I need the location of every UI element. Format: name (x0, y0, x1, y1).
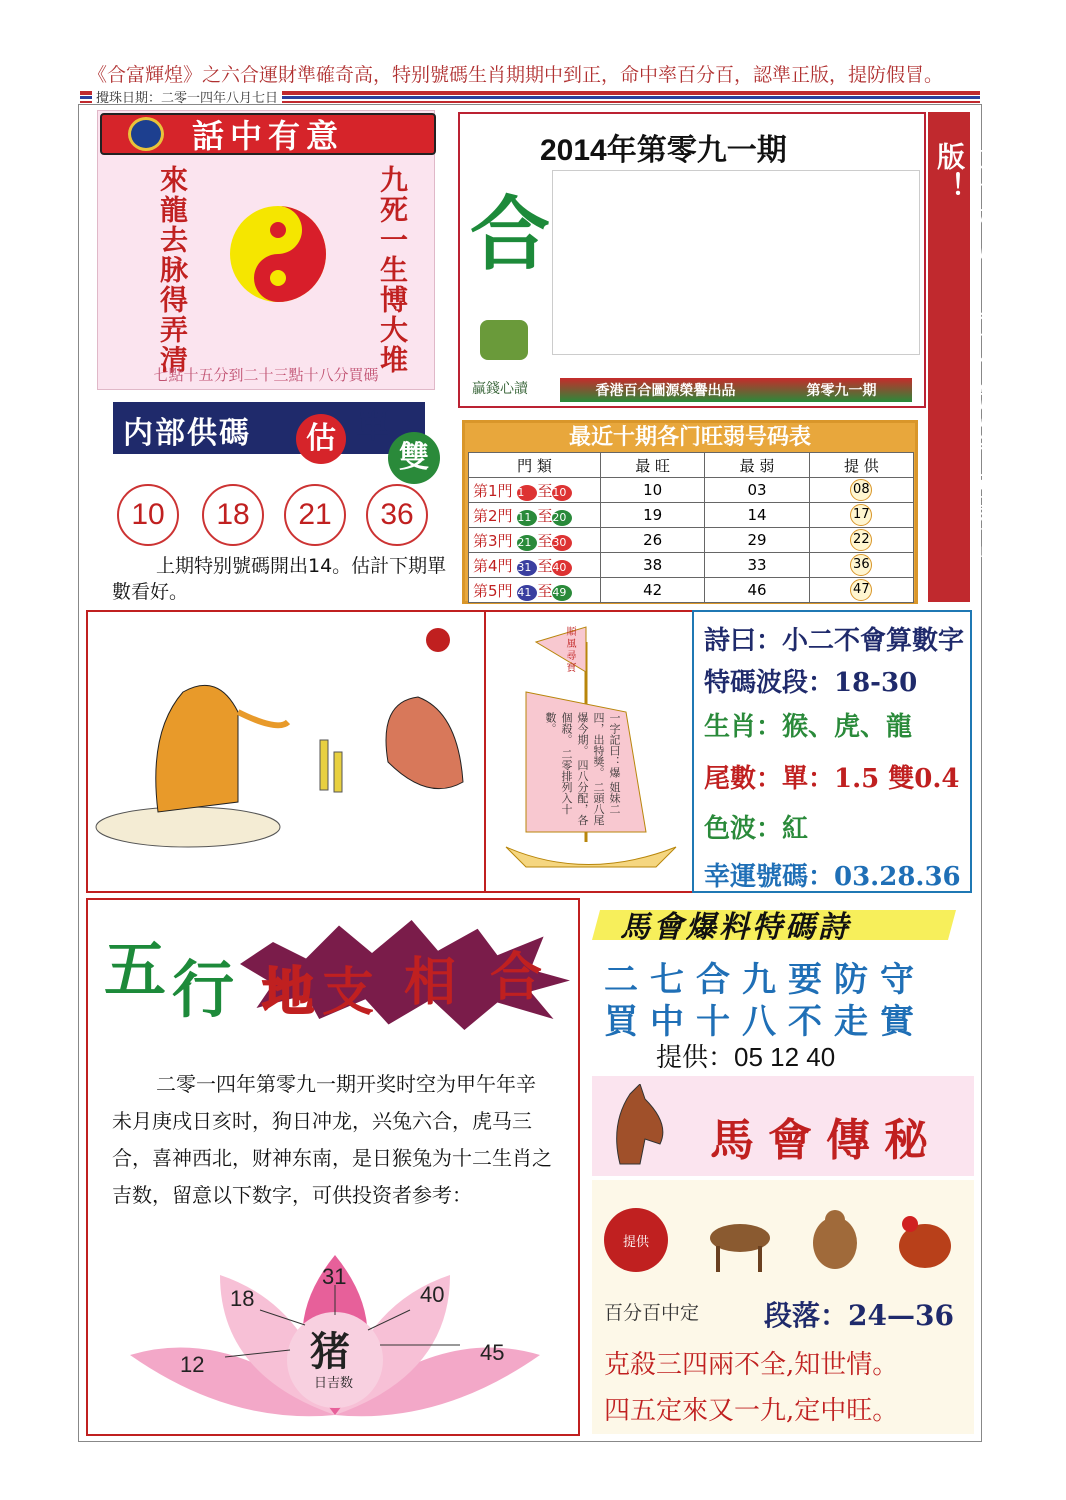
verse-line: 尾數：單：1.5 雙0.4 (704, 764, 960, 794)
issue-number: 第零九一期 (806, 383, 877, 399)
petal-number: 40 (420, 1282, 445, 1307)
verse-line: 生肖：猴、虎、龍 (704, 712, 913, 742)
range-end: 49 (552, 585, 572, 601)
sail-poem: 一字記曰：爆 姐妹二四，出特獎。 二頭八尾爆今期。 四八分配，各個殺。 二零排列入十數。 (544, 712, 621, 826)
cold-value: 33 (705, 553, 809, 578)
provide-value: 47 (850, 579, 872, 601)
cold-value: 14 (705, 503, 809, 528)
range-to: 至 (537, 531, 553, 550)
horse-icon (710, 1224, 770, 1272)
range-end: 20 (552, 510, 572, 526)
col-header: 最 弱 (705, 453, 809, 478)
range-start: 21 (517, 535, 537, 551)
range-start: 41 (517, 585, 537, 601)
seal-stamp (604, 1208, 668, 1272)
number-ball: 21 (284, 484, 346, 546)
cold-value: 03 (705, 478, 809, 503)
horse-poem-line: 買中十八不走實 (604, 1002, 926, 1042)
provide-value: 17 (850, 504, 872, 526)
provide-value: 08 (850, 479, 872, 501)
words-title: 話中有意 (100, 113, 436, 155)
sail-flag-text: 順風尋寶 (564, 626, 575, 674)
secret-line: 克殺三四兩不全,知世情。 (604, 1350, 899, 1380)
col-header: 提 供 (809, 453, 913, 478)
wuxing-char: 行 (172, 953, 235, 1026)
last-issue-note: 上期特别號碼開出14。估計下期單數看好。 (112, 555, 447, 603)
left-couplet: 來龍去脉得弄清 (156, 165, 189, 375)
wuxing-char: 合 (490, 947, 543, 1008)
horse-poem-title: 馬會爆料特碼詩 (620, 910, 851, 945)
col-header: 最 旺 (601, 453, 705, 478)
hot-value: 10 (601, 478, 705, 503)
center-sub: 日吉数 (314, 1376, 354, 1391)
verse-line: 幸運號碼：03.28.36 (704, 862, 961, 892)
range-end: 10 (552, 485, 572, 501)
gate-label: 第2門 (473, 506, 513, 525)
provide-value: 22 (850, 529, 872, 551)
double-badge: 雙 (388, 432, 440, 484)
verse-line: 色波：紅 (704, 814, 809, 844)
cold-value: 29 (705, 528, 809, 553)
rooster-icon (899, 1216, 951, 1268)
range-to: 至 (537, 481, 553, 500)
table-row (469, 528, 914, 553)
range-end: 30 (552, 535, 572, 551)
right-couplet: 九死一生博大堆 (376, 165, 409, 375)
gate-label: 第1門 (473, 481, 513, 500)
range-start: 11 (517, 510, 537, 526)
horse-head-icon (600, 1084, 672, 1170)
single-label: 單 (356, 406, 390, 446)
internal-title: 内部供碼 (113, 402, 425, 454)
wuxing-char: 相 (404, 952, 457, 1013)
monkey-icon (813, 1210, 857, 1269)
wuxing-char: 支 (322, 962, 375, 1023)
range-to: 至 (537, 556, 553, 575)
gate-label: 第3門 (473, 531, 513, 550)
draw-date: 攪珠日期：二零一四年八月七日 (92, 87, 282, 106)
buy-time-note: 七點十五分到二十三點十八分買碼 (153, 366, 379, 384)
range-to: 至 (537, 581, 553, 600)
sure-label: 百分百中定 (604, 1302, 700, 1324)
tiger-illustration (88, 612, 484, 891)
animal-icons (700, 1208, 970, 1278)
gate-label: 第4門 (473, 556, 513, 575)
table-row (469, 553, 914, 578)
header-tagline: 《合富輝煌》之六合運財準確奇高，特别號碼生肖期期中到正，命中率百分百，認準正版，提防假冒。 (88, 64, 944, 86)
hot-value: 19 (601, 503, 705, 528)
badge-icon (426, 628, 450, 652)
sail-panel (486, 610, 692, 893)
blank-area (552, 170, 920, 355)
segment-label: 段落：24—36 (764, 1299, 954, 1332)
publisher-strip (560, 378, 912, 402)
right-banner-text: 六合權威：《合富輝煌》强勢出版！ (933, 142, 1008, 562)
range-to: 至 (537, 506, 553, 525)
wuxing-char: 五 (104, 933, 167, 1006)
logo-icon (128, 117, 164, 151)
table-row (469, 478, 914, 503)
number-ball: 36 (366, 484, 428, 546)
stats-table-title: 最近十期各门旺弱号码表 (568, 425, 811, 450)
title-glyph: 合 (470, 187, 550, 281)
verse-line: 詩曰：小二不會算數字 (704, 626, 965, 656)
petal-number: 31 (322, 1264, 347, 1289)
petal-number: 45 (480, 1340, 505, 1365)
issue-title: 2014年第零九一期 (540, 134, 787, 167)
wuxing-text: 二零一四年第零九一期开奖时空为甲午年辛未月庚戌日亥时，狗日冲龙，兴兔六合，虎马三合，喜神西北，财神东南，是日猴兔为十二生肖之吉数，留意以下数字，可供投资者参考： (112, 1072, 552, 1207)
verse-line: 特碼波段：18-30 (704, 668, 918, 698)
provide-numbers: 提供：05 12 40 (656, 1042, 836, 1072)
secret-title: 馬會傳秘 (710, 1115, 942, 1166)
money-icon (480, 320, 528, 360)
table-row (469, 578, 914, 603)
yinyang-icon (228, 204, 328, 304)
range-start: 31 (517, 560, 537, 576)
petal-number: 12 (180, 1352, 205, 1377)
number-ball: 10 (117, 484, 179, 546)
center-zodiac: 猪 (310, 1328, 350, 1375)
issue-caption: 贏錢心讀 (472, 381, 528, 397)
number-ball: 18 (202, 484, 264, 546)
publisher: 香港百合圖源榮譽出品 (595, 383, 736, 399)
hot-value: 42 (601, 578, 705, 603)
petal-number: 18 (230, 1286, 255, 1311)
range-start: 1 (517, 485, 537, 501)
tiger-panel (86, 610, 486, 893)
provide-value: 36 (850, 554, 872, 576)
right-banner (928, 112, 1008, 602)
table-row (469, 503, 914, 528)
guess-badge: 估 (296, 414, 346, 464)
gate-label: 第5門 (473, 581, 513, 600)
range-end: 40 (552, 560, 572, 576)
col-header: 門 類 (469, 453, 601, 478)
stats-table (468, 452, 914, 603)
horse-poem-line: 二七合九要防守 (604, 960, 926, 1000)
hot-value: 26 (601, 528, 705, 553)
seal-text: 提供 (622, 1234, 649, 1250)
secret-line: 四五定來又一九,定中旺。 (604, 1396, 899, 1426)
hot-value: 38 (601, 553, 705, 578)
wuxing-char: 地 (262, 962, 315, 1023)
cold-value: 46 (705, 578, 809, 603)
